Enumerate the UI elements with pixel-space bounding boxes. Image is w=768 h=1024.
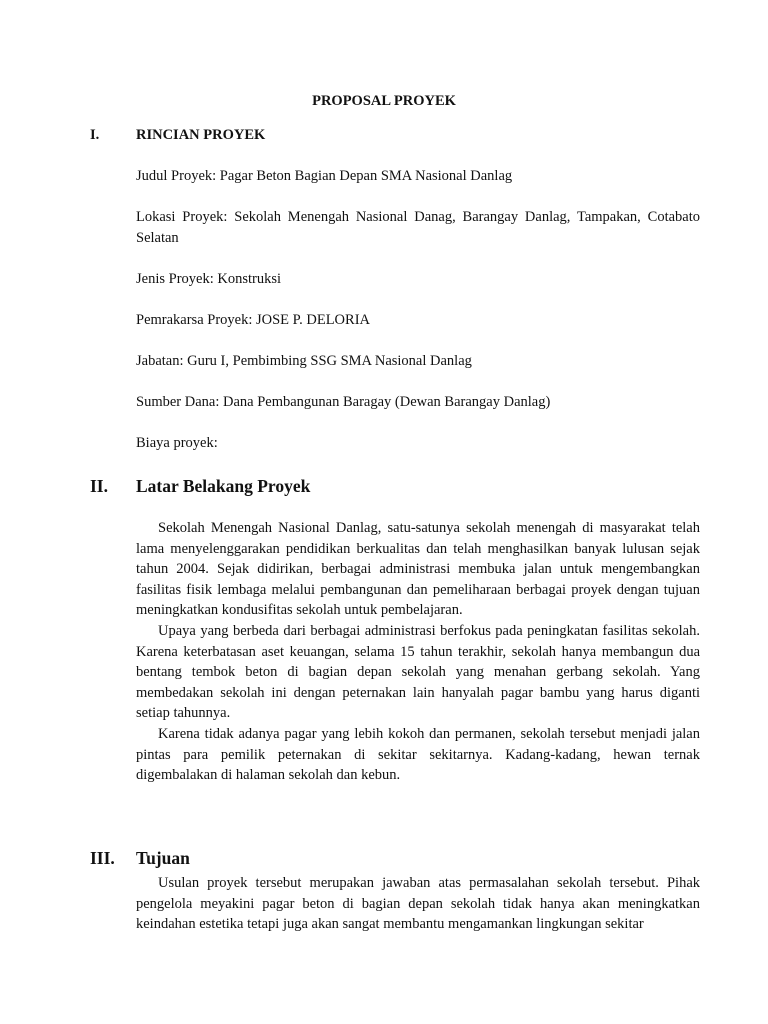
background-paragraph-3: Karena tidak adanya pagar yang lebih kokoh dan permanen, sekolah tersebut menjadi jalan pintas para pemilik peternakan di sekitar sekitarnya. Kadang-kadang, hewan ternak digembalakan di halaman sekolah dan kebun. [136,726,700,783]
section-2-number: II. [90,476,108,496]
background-paragraph-2: Upaya yang berbeda dari berbagai administrasi berfokus pada peningkatan fasilitas sekolah. Karena keterbatasan aset keuangan, selama 15 tahun terakhir, sekolah hanya membangun dua bentang tembok beton di bagian depan sekolah yang menahan gerbang sekolah. Yang membedakan sekolah ini dengan peternakan lain hanyalah pagar bambu yang harus diganti setiap tahunnya. [136,623,700,721]
background-paragraph-1: Sekolah Menengah Nasional Danlag, satu-satunya sekolah menengah di masyarakat telah lama menyelenggarakan pendidikan berkualitas dan telah menghasilkan banyak lulusan sejak tahun 2004. Sejak didirikan, berbagai administrasi membuka jalan untuk mengembangkan fasilitas fisik lembaga melalui pembangunan dan pemeliharaan berbagai proyek dengan tujuan meningkatkan kondusifitas sekolah untuk pembelajaran. [136,520,700,618]
section-1-heading: RINCIAN PROYEK [136,127,266,143]
field-sumber-dana: Sumber Dana: Dana Pembangunan Baragay (Dewan Barangay Danlag) [136,394,551,410]
field-biaya: Biaya proyek: [136,435,218,451]
section-3-number: III. [90,848,115,868]
section-2-heading: Latar Belakang Proyek [136,476,311,496]
field-jabatan: Jabatan: Guru I, Pembimbing SSG SMA Nasional Danlag [136,353,472,369]
section-1-number: I. [90,127,100,143]
field-jenis: Jenis Proyek: Konstruksi [136,271,281,287]
objective-paragraph-1: Usulan proyek tersebut merupakan jawaban atas permasalahan sekolah tersebut. Pihak pengelola meyakini pagar beton di bagian depan sekolah tidak hanya akan meningkatkan keindahan estetika tetapi juga akan sangat membantu mengamankan lingkungan sekitar [136,875,700,932]
field-judul: Judul Proyek: Pagar Beton Bagian Depan SMA Nasional Danlag [136,168,513,184]
section-3-heading: Tujuan [136,848,190,868]
document-title: PROPOSAL PROYEK [312,93,456,109]
field-pemrakarsa: Pemrakarsa Proyek: JOSE P. DELORIA [136,312,370,328]
field-lokasi: Lokasi Proyek: Sekolah Menengah Nasional Danag, Barangay Danlag, Tampakan, Cotabato Selatan [136,209,700,246]
